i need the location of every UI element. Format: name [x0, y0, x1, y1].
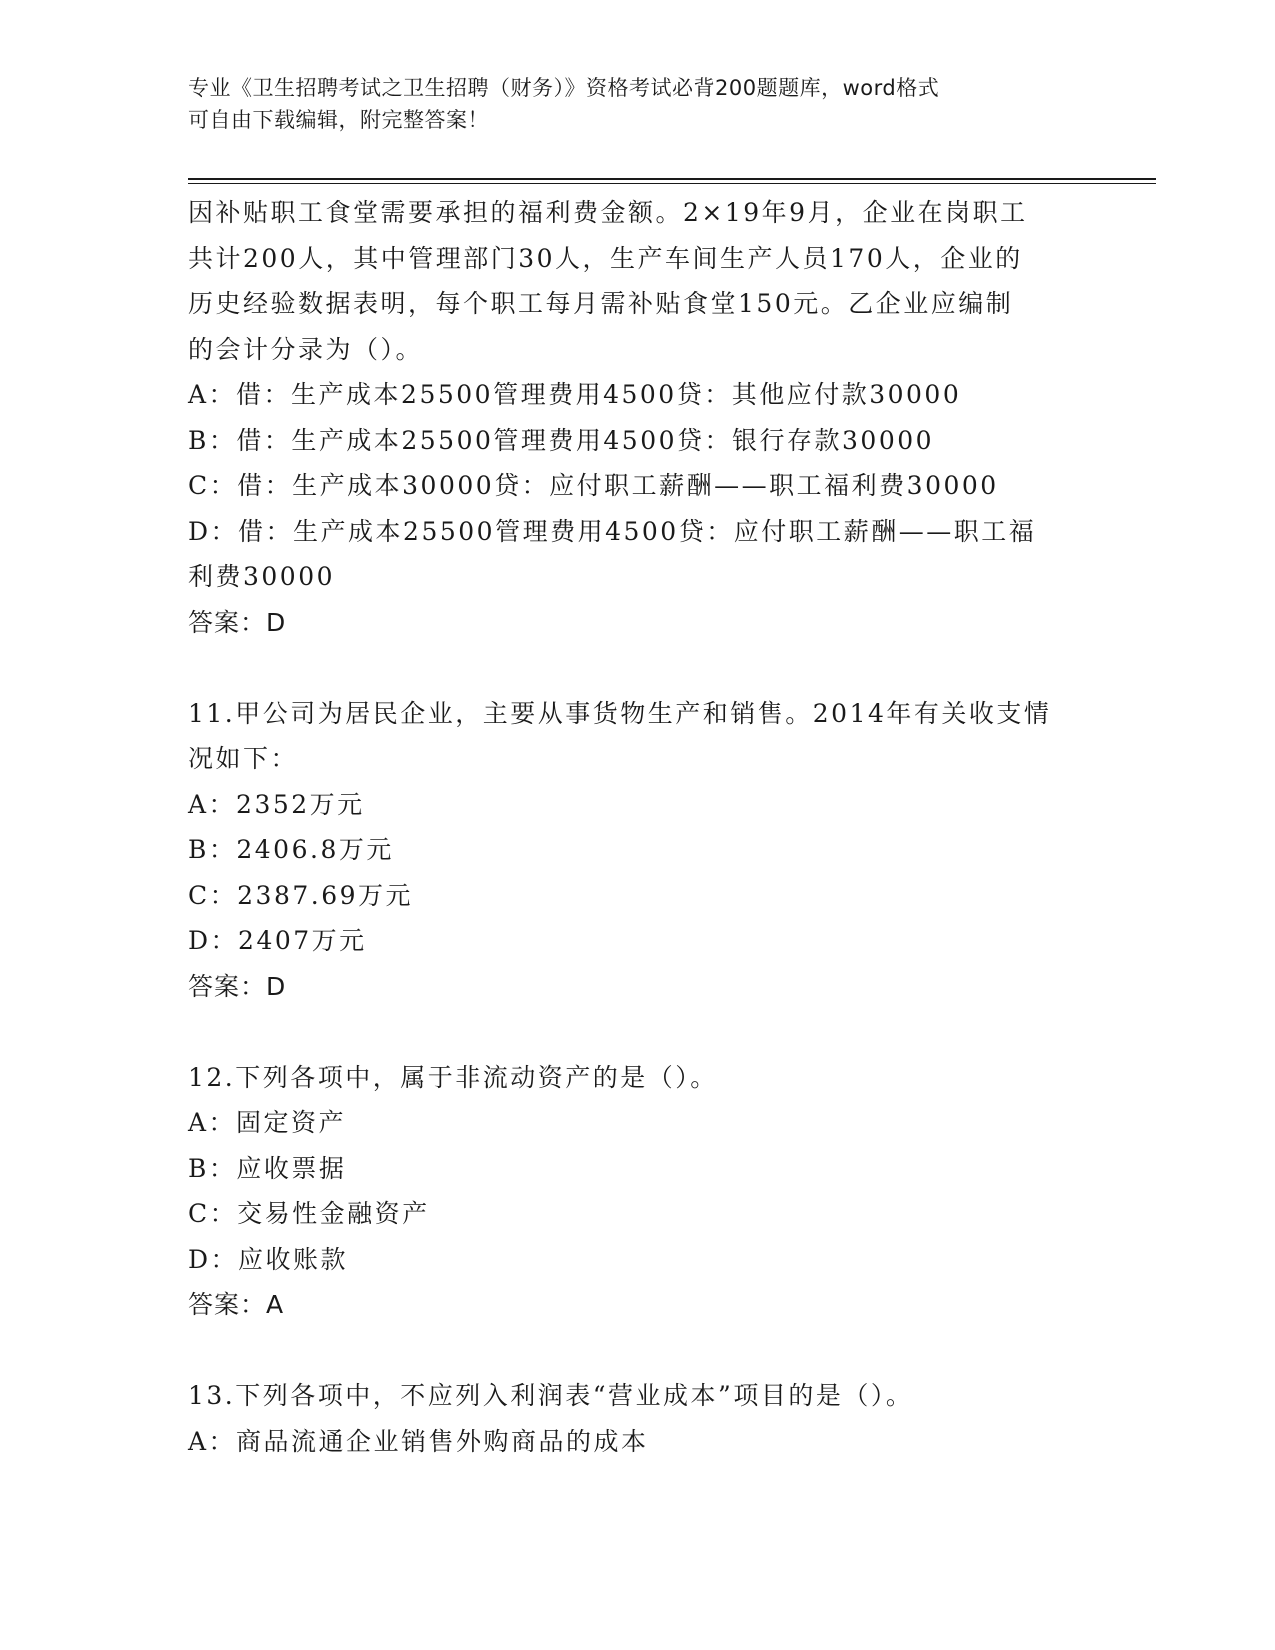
question-spacer: [188, 645, 1088, 691]
option-d: D：应收账款: [188, 1244, 349, 1274]
option-c: C：2387.69万元: [188, 880, 414, 910]
option-d: D：2407万元: [188, 926, 367, 955]
question-stem-line: 共计200人，其中管理部门30人，生产车间生产人员170人，企业的: [188, 243, 1023, 273]
header-title-line-2: 可自由下载编辑，附完整答案！: [188, 108, 489, 132]
header-divider-thin: [188, 183, 1156, 184]
answer-label: 答案：A: [188, 1290, 285, 1319]
question-spacer: [188, 1009, 1088, 1055]
answer-label: 答案：D: [188, 607, 287, 637]
page-header: [188, 72, 1088, 136]
question-stem-line: 的会计分录为（）。: [188, 334, 424, 364]
option-c: C：交易性金融资产: [188, 1199, 430, 1228]
question-13: [188, 1373, 1088, 1464]
question-stem-line: 因补贴职工食堂需要承担的福利费金额。2×19年9月，企业在岗职工: [188, 198, 1028, 227]
question-10: [188, 190, 1088, 645]
question-stem-line: 况如下：: [188, 744, 299, 773]
option-a: A：固定资产: [188, 1108, 347, 1137]
option-b: B：借：生产成本25500管理费用4500贷：银行存款30000: [188, 425, 935, 455]
document-body: [188, 190, 1088, 1464]
answer-label: 答案：D: [188, 971, 287, 1001]
question-stem-line: 13.下列各项中，不应列入利润表“营业成本”项目的是（）。: [188, 1381, 914, 1410]
option-b: B：应收票据: [188, 1153, 347, 1183]
option-a: A：商品流通企业销售外购商品的成本: [188, 1426, 649, 1456]
question-stem-line: 11.甲公司为居民企业，主要从事货物生产和销售。2014年有关收支情: [188, 698, 1052, 728]
header-divider-thick: [188, 178, 1156, 180]
question-stem-line: 12.下列各项中，属于非流动资产的是（）。: [188, 1062, 718, 1092]
question-12: [188, 1055, 1088, 1328]
option-a: A：借：生产成本25500管理费用4500贷：其他应付款30000: [188, 380, 962, 409]
question-stem-line: 历史经验数据表明，每个职工每月需补贴食堂150元。乙企业应编制: [188, 289, 1014, 318]
option-c: C：借：生产成本30000贷：应付职工薪酬——职工福利费30000: [188, 471, 999, 500]
option-d: D：借：生产成本25500管理费用4500贷：应付职工薪酬——职工福: [188, 516, 1037, 546]
header-title-line-1: 专业《卫生招聘考试之卫生招聘（财务）》资格考试必背200题题库，word格式: [188, 76, 940, 100]
question-11: [188, 691, 1088, 1010]
option-a: A：2352万元: [188, 789, 365, 819]
option-b: B：2406.8万元: [188, 835, 394, 864]
option-d-continued: 利费30000: [188, 562, 336, 591]
question-spacer: [188, 1328, 1088, 1374]
